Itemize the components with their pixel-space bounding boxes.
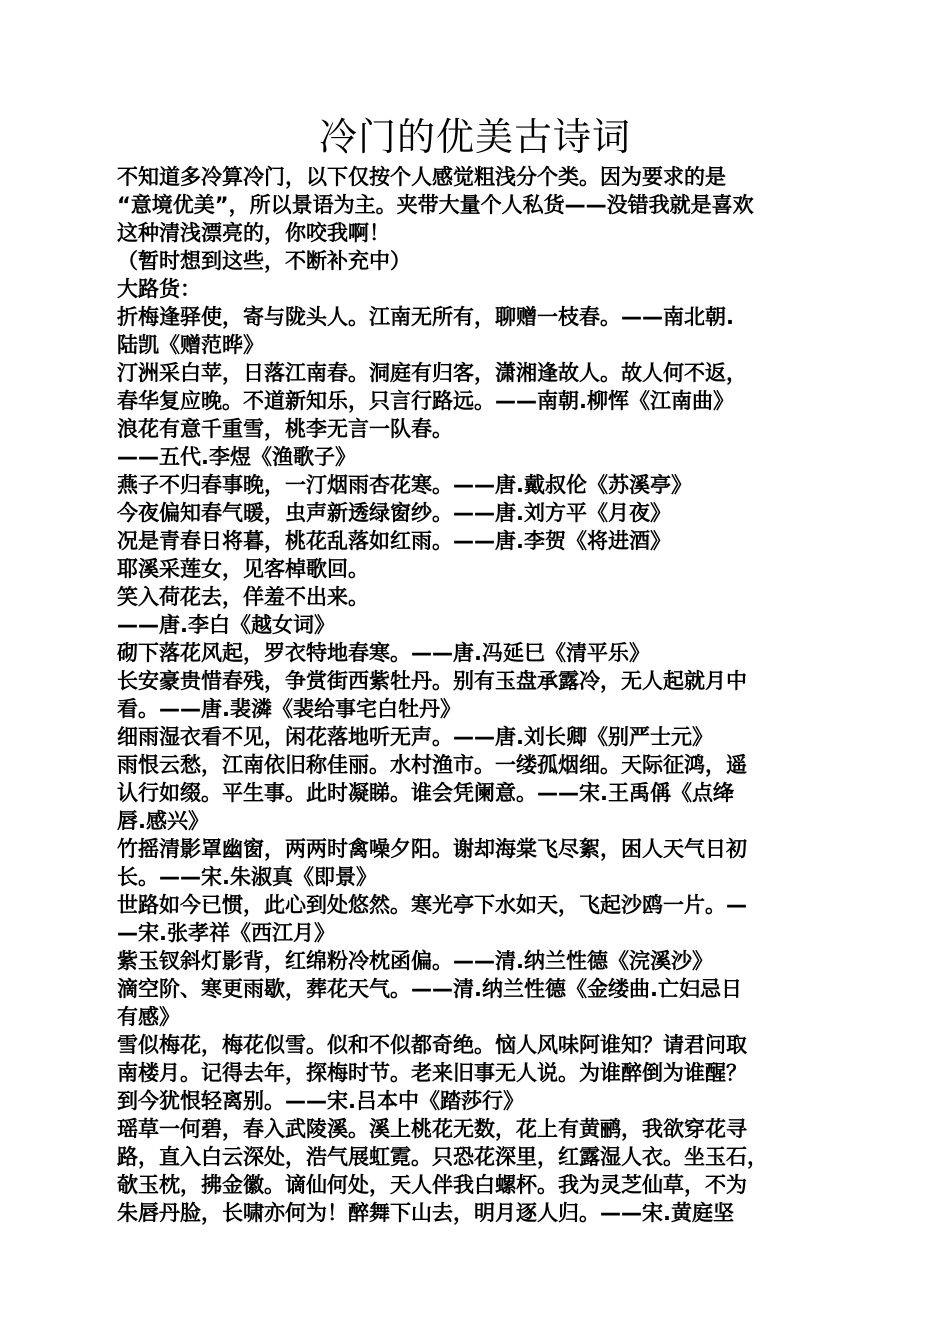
text-line: 这种清浅漂亮的，你咬我啊！ <box>117 221 390 245</box>
text-line: 春华复应晚。不道新知乐，只言行路远。——南朝.柳恽《江南曲》 <box>117 389 734 413</box>
text-line: 雨恨云愁，江南依旧称佳丽。水村渔市。一缕孤烟细。天际征鸿，遥 <box>117 753 747 777</box>
text-line: 看。——唐.裴潾《裴给事宅白牡丹》 <box>117 697 461 721</box>
text-line: ——唐.李白《越女词》 <box>117 613 335 637</box>
document-body <box>117 163 842 1227</box>
text-line: 细雨湿衣看不见，闲花落地听无声。——唐.刘长卿《别严士元》 <box>117 725 713 749</box>
text-line: “意境优美”，所以景语为主。夹带大量个人私货——没错我就是喜欢 <box>117 193 754 217</box>
text-line: 认行如缀。平生事。此时凝睇。谁会凭阑意。——宋.王禹偁《点绛 <box>117 781 734 805</box>
text-line: 朱唇丹脸，长啸亦何为！醉舞下山去，明月逐人归。——宋.黄庭坚 <box>117 1201 734 1225</box>
text-line: 南楼月。记得去年，探梅时节。老来旧事无人说。为谁醉倒为谁醒？ <box>117 1061 747 1085</box>
text-line: 长安豪贵惜春残，争赏街西紫牡丹。别有玉盘承露冷，无人起就月中 <box>117 669 747 693</box>
text-line: 耶溪采莲女，见客棹歌回。 <box>117 557 369 581</box>
text-line: ——五代.李煜《渔歌子》 <box>117 445 356 469</box>
text-line: 瑶草一何碧，春入武陵溪。溪上桃花无数，花上有黄鹂，我欲穿花寻 <box>117 1117 747 1141</box>
text-line: 唇.感兴》 <box>117 809 209 833</box>
text-line: 路，直入白云深处，浩气展虹霓。只恐花深里，红露湿人衣。坐玉石， <box>117 1145 768 1169</box>
text-line: 长。——宋.朱淑真《即景》 <box>117 865 377 889</box>
text-line: 滴空阶、寒更雨歇，葬花天气。——清.纳兰性德《金缕曲.亡妇忌日 <box>117 977 742 1001</box>
text-line: 雪似梅花，梅花似雪。似和不似都奇绝。恼人风味阿谁知？请君问取 <box>117 1033 747 1057</box>
text-line: 欹玉枕，拂金徽。谪仙何处，天人伴我白螺杯。我为灵芝仙草，不为 <box>117 1173 747 1197</box>
text-line: （暂时想到这些，不断补充中） <box>117 249 411 273</box>
text-line: 竹摇清影罩幽窗，两两时禽噪夕阳。谢却海棠飞尽絮，困人天气日初 <box>117 837 747 861</box>
text-line: 况是青春日将暮，桃花乱落如红雨。——唐.李贺《将进酒》 <box>117 529 671 553</box>
text-line: 笑入荷花去，佯羞不出来。 <box>117 585 369 609</box>
text-line: —宋.张孝祥《西江月》 <box>117 921 335 945</box>
text-line: 今夜偏知春气暖，虫声新透绿窗纱。——唐.刘方平《月夜》 <box>117 501 671 525</box>
text-line: 燕子不归春事晚，一汀烟雨杏花寒。——唐.戴叔伦《苏溪亭》 <box>117 473 692 497</box>
section-heading: 大路货： <box>117 277 201 301</box>
text-line: 不知道多冷算冷门，以下仅按个人感觉粗浅分个类。因为要求的是 <box>117 165 726 189</box>
text-line: 折梅逢驿使，寄与陇头人。江南无所有，聊赠一枝春。——南北朝. <box>117 305 734 329</box>
text-line: 有感》 <box>117 1005 180 1029</box>
document-title: 冷门的优美古诗词 <box>318 115 631 159</box>
text-line: 紫玉钗斜灯影背，红绵粉冷枕函偏。——清.纳兰性德《浣溪沙》 <box>117 949 713 973</box>
text-line: 浪花有意千重雪，桃李无言一队春。 <box>117 417 453 441</box>
text-line: 陆凯《赠范晔》 <box>117 333 264 357</box>
text-line: 砌下落花风起，罗衣特地春寒。——唐.冯延巳《清平乐》 <box>117 641 650 665</box>
text-line: 到今犹恨轻离别。——宋.吕本中《踏莎行》 <box>117 1089 524 1113</box>
text-line: 汀洲采白苹，日落江南春。洞庭有归客，潇湘逢故人。故人何不返， <box>117 361 747 385</box>
text-line: 世路如今已惯，此心到处悠然。寒光亭下水如天，飞起沙鸥一片。— <box>117 893 747 917</box>
